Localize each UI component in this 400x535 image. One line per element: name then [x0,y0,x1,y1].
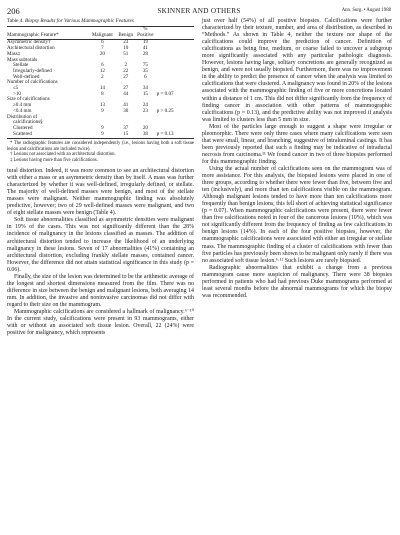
table-body [7,40,194,139]
body-paragraph: tural distortion. Indeed, it was more common to see an architectural distortion with either a mass or an asymmetric density than by itself. A mass was further characterized by whether it was well-defined, irregularly defined, or stellate. The majority of well-defined masses were benign, and most of the stellate masses were malignant. Neither mammographic finding was absolutely predictive, however; two of 29 well-defined masses were malignant, and two of eight stellate masses were benign (Table 4). [7,168,194,217]
right-column [202,18,392,300]
page-number: 206 [7,6,20,16]
percent-positive-cell: 35 [142,67,148,74]
malignant-count-cell: 9 [89,132,115,139]
malignant-count-cell: 9 [101,125,104,131]
row-label-cell: Distribution of [7,113,38,120]
running-header [7,6,391,16]
row-label-cell: ≥0.4 mm [13,102,32,109]
malignant-count-cell: 9 [101,107,104,114]
table-footnote: ‡ Lesions having more than five calcifications. [10,157,98,163]
malignant-count-cell: 6 [101,62,104,69]
table-footnote: † Lesions not associated with an architectural distortion. [10,152,116,158]
row-label-cell: Asymmetric density† [7,39,51,46]
running-title: SKINNER AND OTHERS [157,7,241,15]
benign-count-cell: 2 [124,62,127,69]
row-label-cell: Scattered [7,132,89,139]
row-label-cell: Number of calcifications [7,79,58,86]
p-value-cell: p = 0.07 [156,90,174,97]
percent-positive-cell: 38 [136,132,155,139]
body-paragraph: Most of the particles large enough to suggest a shape were irregular or pleomorphic. There were only three cases where many calcifications were seen that were small, linear, and branching, suggestive of intraluminal castings. It has been previously reported that such a finding may be indicative of intraductal necrosis from carcinoma.¹¹ We found cancer in two of three biopsies performed for this mammographic finding. [202,123,392,165]
row-label-cell: ≤5 [13,85,19,92]
malignant-count-cell: 6 [101,39,104,46]
col-header-feature: Mammographic Feature* [7,27,89,40]
row-label-cell: Irregularly-defined [13,67,52,74]
col-header-p [155,27,194,40]
benign-count-cell: 41 [123,102,129,109]
journal-citation: Ann. Surg. • August 1988 [341,8,391,13]
benign-count-cell: 22 [123,67,129,74]
percent-positive-cell: 24 [142,102,148,109]
p-value-cell: p = 0.13 [155,132,194,139]
col-header-malignant: Malignant [89,27,115,40]
row-label-cell: Stellate [13,62,29,69]
malignant-count-cell: 20 [99,50,105,57]
body-paragraph: Soft tissue abnormalities classified as asymmetric densities were malignant in 19% of the cases. This was not significantly different than the 28% incidence of malignancy in the lesions classified as masses. The addition of architectural distortion tended to increase the likelihood of an underlying malignancy in these lesions. Seven of 17 abnormalities (41%) containing an architectural distortion, excluding frankly stellate masses, contained cancer. However, the difference did not attain statistical significance in this study (p = 0.06). [7,217,194,273]
table-caption-prefix: Table 4. [7,18,24,24]
table-caption [7,18,194,25]
table-footnotes [7,141,194,163]
col-header-benign: Benign [115,27,136,40]
percent-positive-cell: 20 [142,125,148,131]
benign-count-cell: 51 [123,50,129,57]
malignant-count-cell: 13 [99,102,105,109]
table-footnote: * The radiographic features are considered independently (i.e., lesions having both a soft tissue lesion and calcifications are included twice). [7,141,194,152]
body-paragraph: Mammographic calcifications are considered a hallmark of malignancy.⁶⁻¹⁰ In the current study, calcifications were present in 93 mammograms, either with or without an associated soft tissue lesion. Overall, 22 (24%) were positive for malignancy, which represents [7,308,194,337]
percent-positive-cell: 15 [142,90,148,97]
malignant-count-cell: 7 [101,45,104,52]
benign-count-cell: 15 [115,132,136,139]
row-label-cell: calcifications§ [13,119,43,126]
body-paragraph: Finally, the size of the lesion was determined to be the arithmetic average of the longest and shortest dimensions measured from the film. There was no difference in size between the benign and malignant lesions, both averaging 14 mm. In addition, the invasive and noninvasive carcinomas did not differ with regard to their size on the mammogram. [7,273,194,308]
percent-positive-cell: 41 [142,45,148,52]
benign-count-cell: 27 [123,73,129,80]
row-label-cell: Architectural distortion [7,45,55,52]
benign-count-cell: 27 [123,85,129,92]
malignant-count-cell: 8 [101,90,104,97]
benign-count-cell: 10 [123,45,129,52]
benign-count-cell: 30 [123,107,129,114]
row-label-cell: Clustered [13,125,33,131]
table-caption-title: Biopsy Results for Various Mammographic Features [24,18,134,24]
percent-positive-cell: 23 [142,107,148,114]
percent-positive-cell: 6 [144,73,147,80]
malignant-count-cell: 2 [101,73,104,80]
body-paragraph: Using the actual number of calcifications seen on the mammogram was of more assistance. For this analysis, the biopsied lesions were placed in one of three groups, according to whether there were fewer than five, between five and ten (inclusively), and more than ten calcifications visible on the mammogram. Although malignant lesions tended to have more than ten calcifications more frequently than benign lesions, this fell short of achieving statistical significance (p = 0.07). When mammographic calcifications were present, there were fewer than five calcifications noted in four of the cancerous lesions (10%), which was not significantly different from the frequency of finding as few calcifications in benign lesions (14%). In each of the four positive biopsies, however, the mammographic calcifications were associated with either an irregular or stellate mass. The mammographic finding of a cluster of calcifications with fewer than five particles has previously been shown to be malignant only rarely if there was no associated soft tissue lesion.⁶·¹² Such lesions are rarely biopsied. [202,165,392,264]
body-paragraph: just over half (54%) of all positive biopsies. Calcifications were further characterized by their texture, number, and area of distribution, as described in “Methods.” As shown in Table 4, neither the texture nor shape of the calcifications could improve the prediction of cancer. Definition of calcifications as being fine, medium, or coarse failed to uncover a subgroup more significantly associated with any particular pathologic diagnosis. However, lesions having large, solitary concretions are generally recognized as benign, and were not usually biopsied. Furthermore, there was no improvement in the ability to predict the presence of cancer when the analysis was limited to calcifications that were clustered. A malignancy was found in 20% of the lesions associated with the mammographic finding of five or more concretions located within a distance of 1 cm. This did not differ significantly from the frequency of finding cancer in association with other patterns of mammographic calcifications (p = 0.13), and the predictive ability was not improved if analysis was limited to clusters less than 5 mm in size. [202,18,392,123]
row-label-cell: Size of calcifications [7,96,50,103]
percent-positive-cell: 34 [142,85,148,92]
malignant-count-cell: 14 [99,85,105,92]
row-label-cell: <0.4 mm [13,107,32,114]
row-label-cell: Mass‡ [7,50,21,57]
benign-count-cell: 23 [123,39,129,46]
malignant-count-cell: 12 [99,67,105,74]
row-label-cell: Mass subtotals [7,56,38,63]
p-value-cell: p > 0.25 [156,107,174,114]
percent-positive-cell: 19 [142,39,148,46]
percent-positive-cell: 28 [142,50,148,57]
body-paragraph: Radiographic abnormalities that exhibit a change from a previous mammogram cause more suspicion of malignancy. There were 38 biopsies performed in patients who had had previous Duke mammograms performed at least several months before the abnormal mammograms for which the biopsy was recommended. [202,264,392,299]
row-label-cell: Well-defined [13,73,40,80]
table-header-row [7,27,194,40]
benign-count-cell: 37 [123,125,129,131]
biopsy-results-table [7,26,194,139]
benign-count-cell: 44 [123,90,129,97]
row-label-cell: >10 [13,90,21,97]
left-column [7,18,194,337]
percent-positive-cell: 75 [142,62,148,69]
table-row [7,132,194,139]
col-header-pct-positive: % Positive [136,27,155,40]
